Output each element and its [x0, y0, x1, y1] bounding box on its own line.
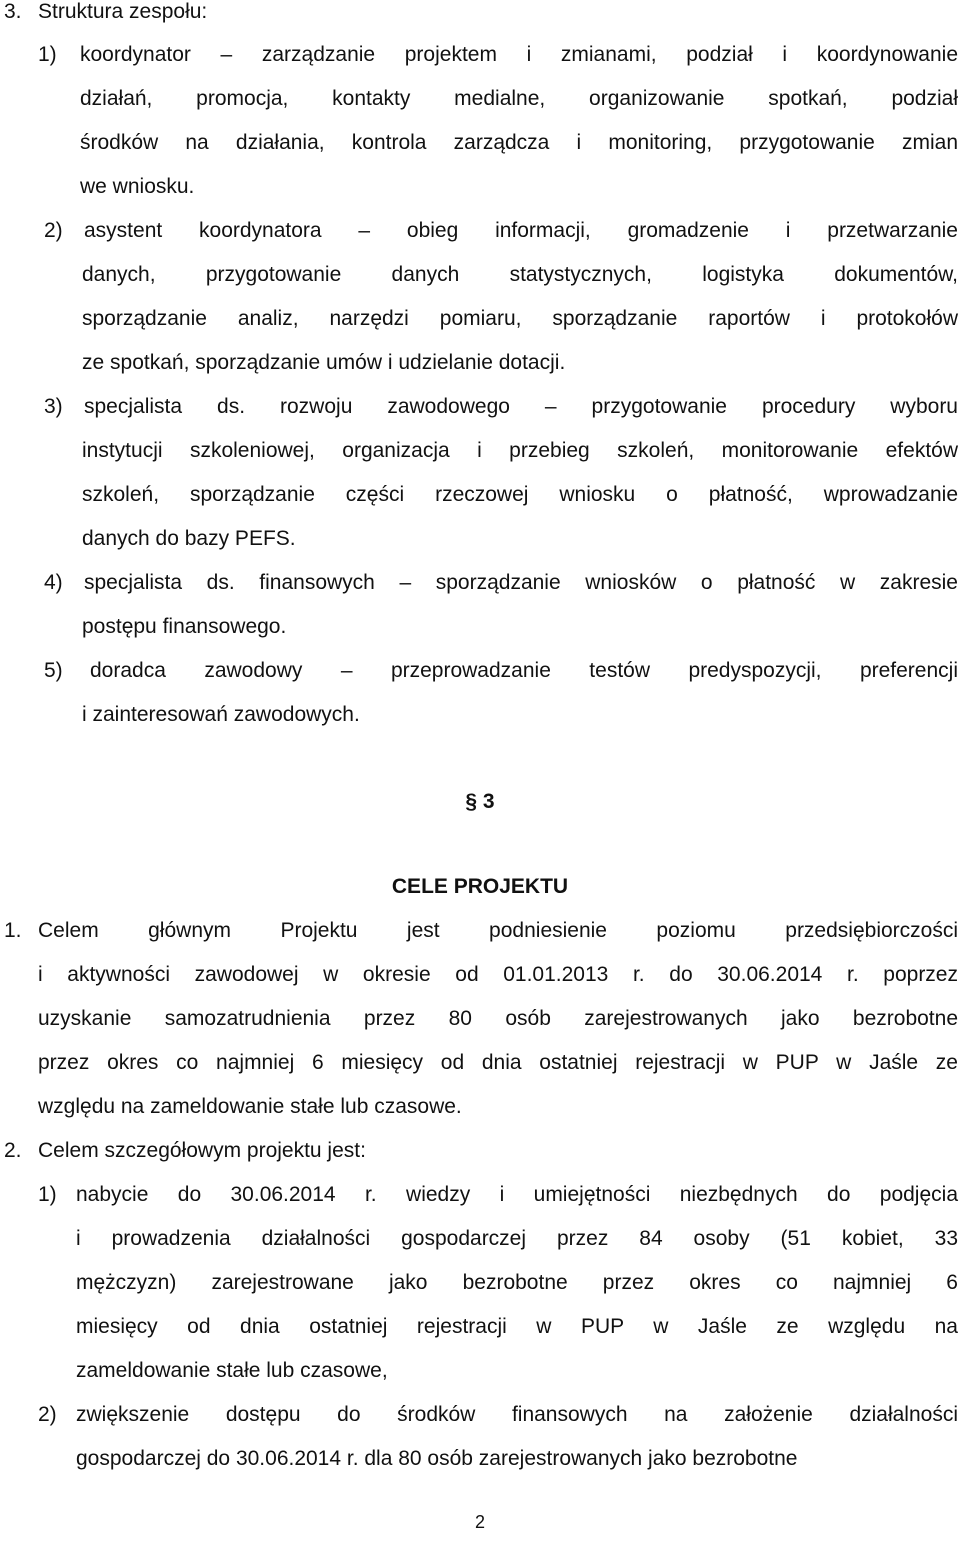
goal-line: przez okres co najmniej 6 miesięcy od dnia ostatniej rejestracji w PUP w Jaśle ze	[38, 1051, 958, 1074]
list-item-line: koordynator – zarządzanie projektem i zmianami, podział i koordynowanie	[80, 43, 958, 66]
sub-item-line: gospodarczej do 30.06.2014 r. dla 80 osób zarejestrowanych jako bezrobotne	[76, 1447, 798, 1470]
list-item-line: asystent koordynatora – obieg informacji, gromadzenie i przetwarzanie	[84, 219, 958, 242]
list-item-line: postępu finansowego.	[82, 615, 287, 638]
section-heading: CELE PROJEKTU	[391, 875, 569, 898]
list-item-line: instytucji szkoleniowej, organizacja i przebieg szkoleń, monitorowanie efektów	[82, 439, 958, 462]
list-item-number: 5)	[44, 659, 63, 682]
sub-item-line: mężczyzn) zarejestrowane jako bezrobotne przez okres co najmniej 6	[76, 1271, 958, 1294]
sub-item-line: nabycie do 30.06.2014 r. wiedzy i umiejętności niezbędnych do podjęcia	[76, 1183, 958, 1206]
list-item-line: środków na działania, kontrola zarządcza i monitoring, przygotowanie zmian	[80, 131, 958, 154]
page-number: 2	[474, 1512, 485, 1532]
section-number: 3.	[4, 0, 22, 23]
list-item-line: we wniosku.	[80, 175, 195, 198]
goal-line: Celem szczegółowym projektu jest:	[38, 1139, 366, 1162]
list-item-line: specjalista ds. finansowych – sporządzanie wniosków o płatność w zakresie	[84, 571, 958, 594]
list-item-line: ze spotkań, sporządzanie umów i udzielanie dotacji.	[82, 351, 566, 374]
list-item-number: 3)	[44, 395, 63, 418]
goal-line: uzyskanie samozatrudnienia przez 80 osób zarejestrowanych jako bezrobotne	[38, 1007, 958, 1030]
section-title: Struktura zespołu:	[38, 0, 208, 23]
list-item-number: 2)	[44, 219, 63, 242]
list-item-line: sporządzanie analiz, narzędzi pomiaru, sporządzanie raportów i protokołów	[82, 307, 958, 330]
list-item-line: danych do bazy PEFS.	[82, 527, 296, 550]
sub-item-number: 2)	[38, 1403, 57, 1426]
goal-number: 2.	[4, 1139, 22, 1162]
sub-item-line: zwiększenie dostępu do środków finansowych na założenie działalności	[76, 1403, 958, 1426]
sub-item-number: 1)	[38, 1183, 57, 1206]
goal-line: względu na zameldowanie stałe lub czasowe.	[38, 1095, 462, 1118]
sub-item-line: i prowadzenia działalności gospodarczej przez 84 osoby (51 kobiet, 33	[76, 1227, 958, 1250]
list-item-line: doradca zawodowy – przeprowadzanie testów predyspozycji, preferencji	[90, 659, 958, 682]
list-item-line: szkoleń, sporządzanie części rzeczowej wniosku o płatność, wprowadzanie	[82, 483, 958, 506]
list-item-line: i zainteresowań zawodowych.	[82, 703, 360, 726]
sub-item-line: zameldowanie stałe lub czasowe,	[76, 1359, 388, 1382]
goal-line: Celem głównym Projektu jest podniesienie poziomu przedsiębiorczości	[38, 919, 958, 942]
list-item-number: 4)	[44, 571, 63, 594]
list-item-line: specjalista ds. rozwoju zawodowego – przygotowanie procedury wyboru	[84, 395, 958, 418]
list-item-line: działań, promocja, kontakty medialne, organizowanie spotkań, podział	[80, 87, 958, 110]
list-item-line: danych, przygotowanie danych statystycznych, logistyka dokumentów,	[82, 263, 958, 286]
goal-number: 1.	[4, 919, 22, 942]
sub-item-line: miesięcy od dnia ostatniej rejestracji w PUP w Jaśle ze względu na	[76, 1315, 958, 1338]
list-item-number: 1)	[38, 43, 57, 66]
goal-line: i aktywności zawodowej w okresie od 01.01.2013 r. do 30.06.2014 r. poprzez	[38, 963, 958, 986]
paragraph-symbol: § 3	[465, 790, 495, 813]
